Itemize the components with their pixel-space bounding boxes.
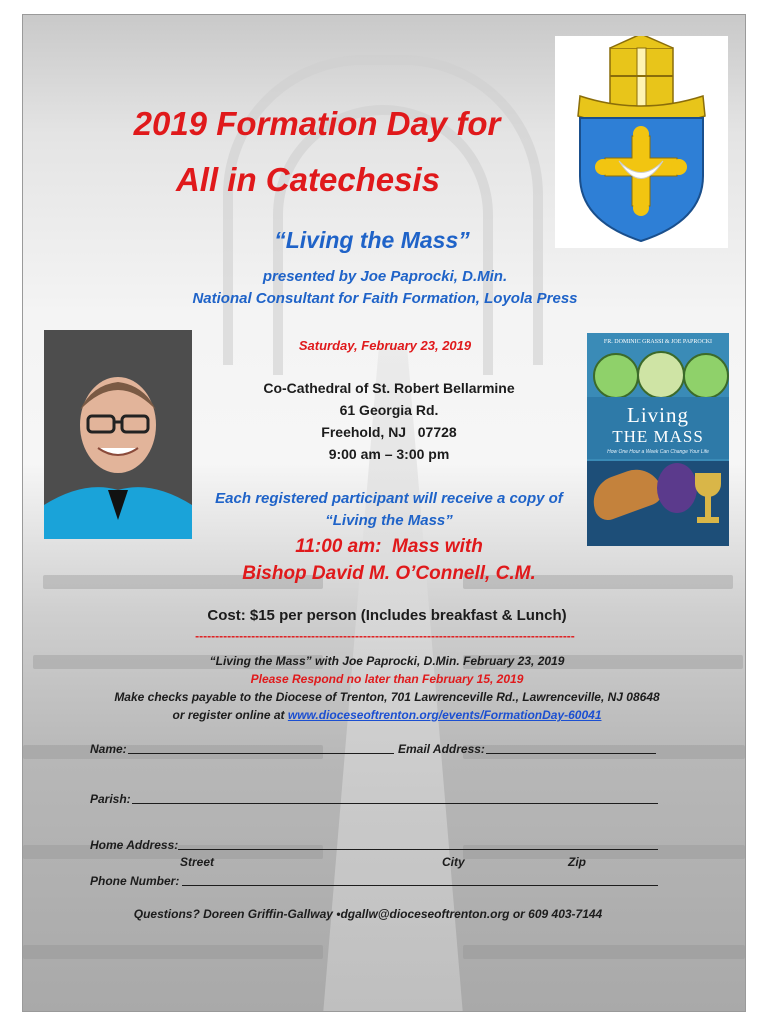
venue-line-2: 61 Georgia Rd. <box>339 402 439 418</box>
email-field[interactable] <box>486 753 656 754</box>
event-time: 9:00 am – 3:00 pm <box>328 446 450 462</box>
cost-line: Cost: $15 per person (Includes breakfast & Lunch) <box>207 607 567 624</box>
presenter-line: presented by Joe Paprocki, D.Min. <box>262 268 508 285</box>
book-top-text: FR. DOMINIC GRASSI & JOE PAPROCKI <box>603 339 713 345</box>
name-label: Name: <box>90 742 127 756</box>
registration-heading: “Living the Mass” with Joe Paprocki, D.Min. February 23, 2019 <box>209 654 565 668</box>
phone-field[interactable] <box>182 885 658 886</box>
venue-line-3: Freehold, NJ 07728 <box>321 424 457 440</box>
parish-label: Parish: <box>90 792 131 806</box>
book-title-line1: Living <box>627 403 689 427</box>
registration-checks: Make checks payable to the Diocese of Trenton, 701 Lawrenceville Rd., Lawrenceville, NJ 08648 <box>114 690 660 704</box>
zip-label: Zip <box>568 855 586 869</box>
mass-line-1: 11:00 am: Mass with <box>295 536 483 557</box>
email-label: Email Address: <box>398 742 485 756</box>
presenter-role: National Consultant for Faith Formation, Loyola Press <box>192 290 578 307</box>
book-subtitle: How One Hour a Week Can Change Your Life <box>607 449 709 455</box>
venue-line-1: Co-Cathedral of St. Robert Bellarmine <box>263 380 515 396</box>
parish-field[interactable] <box>132 803 658 804</box>
participant-note-2: “Living the Mass” <box>325 512 453 529</box>
title-line-2: All in Catechesis <box>175 161 441 198</box>
name-field[interactable] <box>128 753 394 754</box>
home-address-field[interactable] <box>178 849 658 850</box>
title-line-1: 2019 Formation Day for <box>133 105 501 142</box>
street-label: Street <box>180 855 215 869</box>
registration-deadline: Please Respond no later than February 15, 2019 <box>250 672 524 686</box>
home-address-label: Home Address: <box>90 838 179 852</box>
registration-online-prefix: or register online at <box>172 708 288 722</box>
questions-contact: Questions? Doreen Griffin-Gallway •dgallw@dioceseoftrenton.org or 609 403-7144 <box>133 907 603 921</box>
city-label: City <box>442 855 465 869</box>
divider-line: ----------------------------------------------------------------------------------------------- <box>195 629 575 643</box>
event-subtitle: “Living the Mass” <box>274 227 470 253</box>
registration-link[interactable]: www.dioceseoftrenton.org/events/FormationDay-60041 <box>287 708 602 722</box>
phone-label: Phone Number: <box>90 874 180 888</box>
registration-online <box>2 708 770 722</box>
participant-note-1: Each registered participant will receive a copy of <box>215 490 563 507</box>
mass-line-2: Bishop David M. O’Connell, C.M. <box>242 563 536 584</box>
book-title-line2: THE MASS <box>612 427 704 446</box>
event-date: Saturday, February 23, 2019 <box>298 338 472 353</box>
